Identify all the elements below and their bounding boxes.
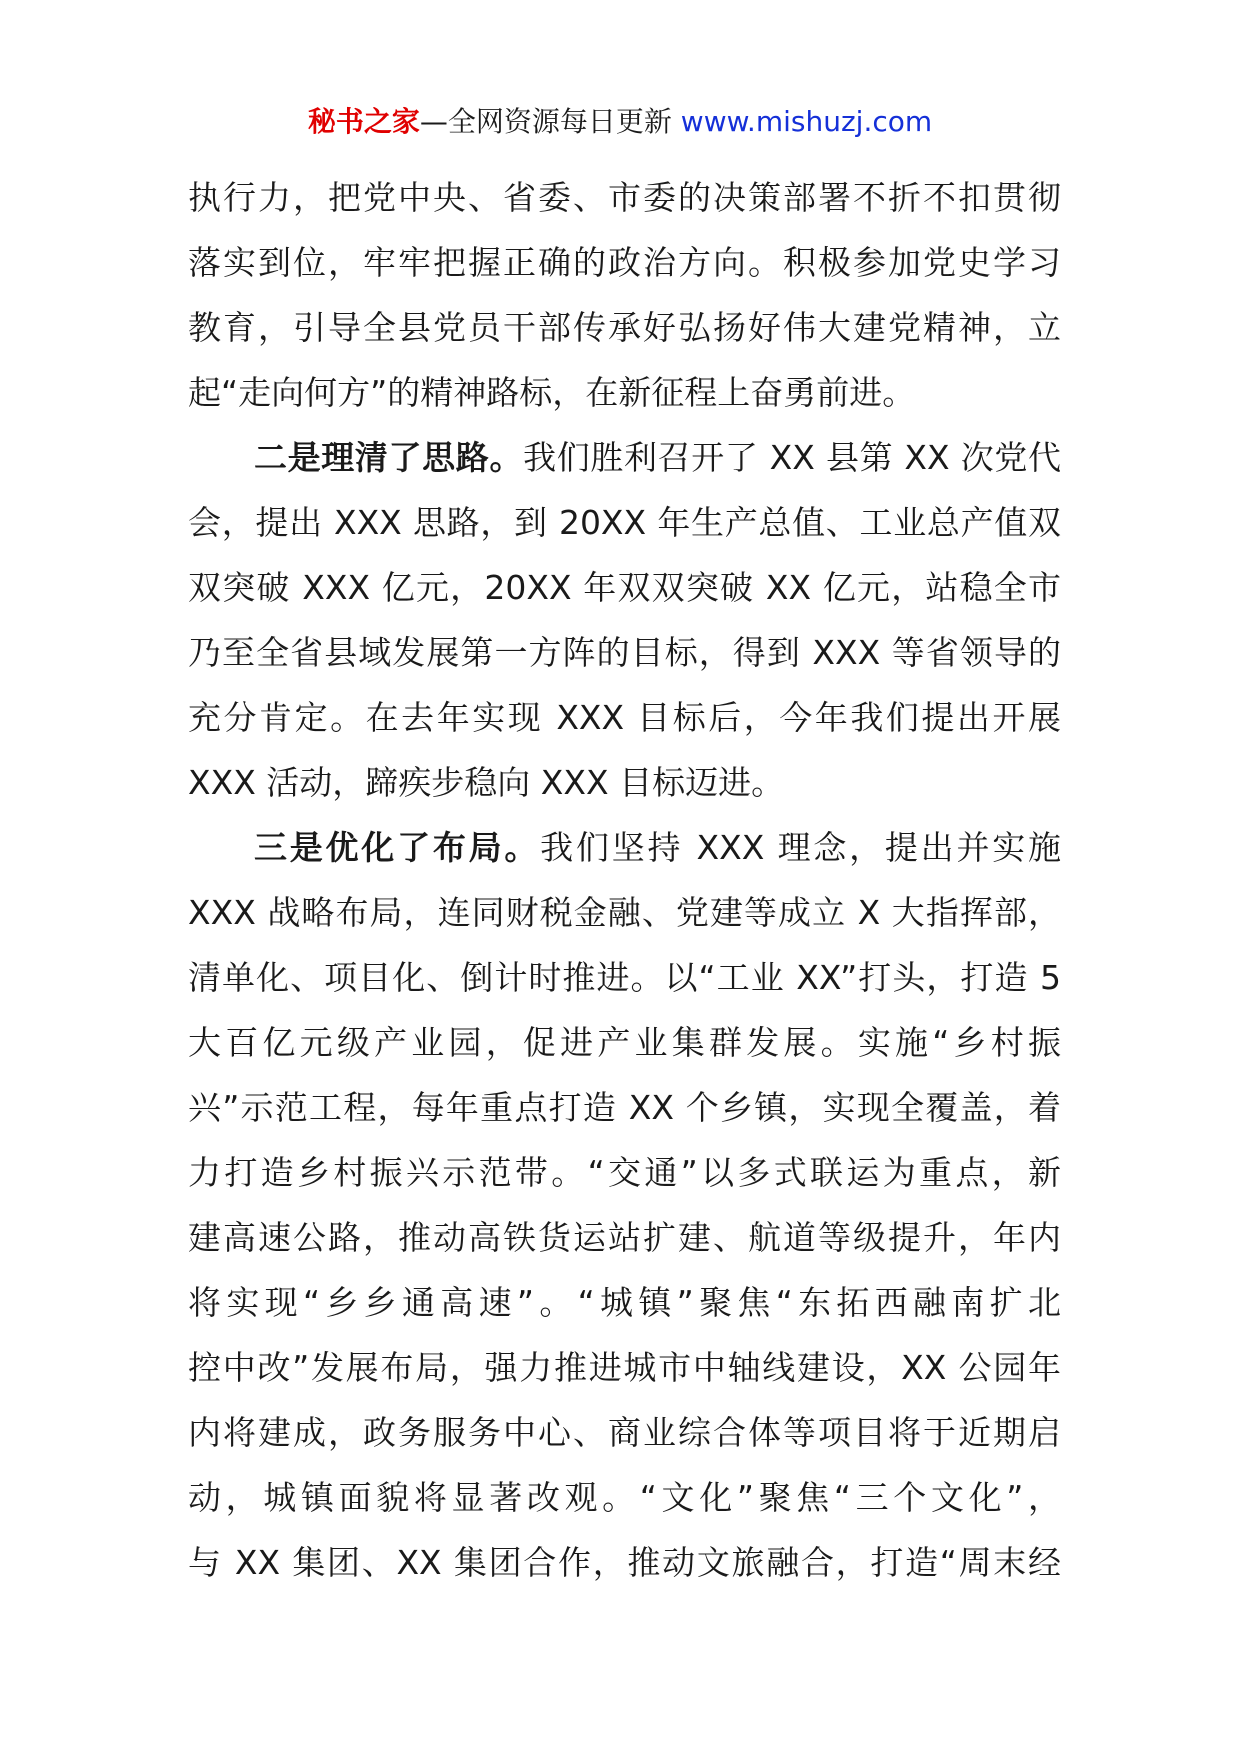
- text-line: 会，提出 XXX 思路，到 20XX 年生产总值、工业总产值双: [188, 503, 1061, 542]
- paragraph-heading: 二是理清了思路。: [254, 438, 524, 477]
- text-line: 双突破 XXX 亿元，20XX 年双双突破 XX 亿元，站稳全市: [188, 568, 1061, 607]
- site-tagline: —全网资源每日更新: [419, 105, 672, 138]
- paragraph-3: [188, 815, 1061, 1595]
- site-brand: 秘书之家: [307, 105, 420, 138]
- site-header: [0, 100, 1240, 144]
- text-run: 我们坚持 XXX 理念，提出并实施: [540, 828, 1061, 867]
- text-line: 将实现“乡乡通高速”。“城镇”聚焦“东拓西融南扩北: [188, 1283, 1061, 1322]
- text-line: 充分肯定。在去年实现 XXX 目标后，今年我们提出开展: [188, 698, 1061, 737]
- text-line: 执行力，把党中央、省委、市委的决策部署不折不扣贯彻: [188, 178, 1061, 217]
- text-line: 力打造乡村振兴示范带。“交通”以多式联运为重点，新: [188, 1153, 1061, 1192]
- paragraph-heading: 三是优化了布局。: [254, 828, 541, 867]
- paragraph-1: [188, 165, 1061, 425]
- text-line: 兴”示范工程，每年重点打造 XX 个乡镇，实现全覆盖，着: [188, 1088, 1061, 1127]
- site-url-link[interactable]: www.mishuzj.com: [680, 105, 933, 138]
- text-run: 我们胜利召开了 XX 县第 XX 次党代: [523, 438, 1062, 477]
- text-line: 清单化、项目化、倒计时推进。以“工业 XX”打头，打造 5: [188, 958, 1061, 997]
- text-line: 与 XX 集团、XX 集团合作，推动文旅融合，打造“周末经: [188, 1543, 1061, 1582]
- text-line: 大百亿元级产业园，促进产业集群发展。实施“乡村振: [188, 1023, 1061, 1062]
- text-line: 起“走向何方”的精神路标，在新征程上奋勇前进。: [188, 373, 916, 412]
- text-line: XXX 活动，蹄疾步稳向 XXX 目标迈进。: [188, 763, 785, 802]
- paragraph-2: [188, 425, 1061, 815]
- text-line: 建高速公路，推动高铁货运站扩建、航道等级提升，年内: [188, 1218, 1061, 1257]
- text-line: 内将建成，政务服务中心、商业综合体等项目将于近期启: [188, 1413, 1061, 1452]
- text-line: 乃至全省县域发展第一方阵的目标，得到 XXX 等省领导的: [188, 633, 1061, 672]
- text-line: XXX 战略布局，连同财税金融、党建等成立 X 大指挥部，: [188, 893, 1061, 932]
- text-line: 动，城镇面貌将显著改观。“文化”聚焦“三个文化”，: [188, 1478, 1061, 1517]
- text-line: 控中改”发展布局，强力推进城市中轴线建设，XX 公园年: [188, 1348, 1061, 1387]
- text-line: [188, 815, 1061, 880]
- text-line: 教育，引导全县党员干部传承好弘扬好伟大建党精神，立: [188, 308, 1061, 347]
- document-body: [188, 165, 1061, 1595]
- text-line: [188, 425, 1061, 490]
- text-line: 落实到位，牢牢把握正确的政治方向。积极参加党史学习: [188, 243, 1061, 282]
